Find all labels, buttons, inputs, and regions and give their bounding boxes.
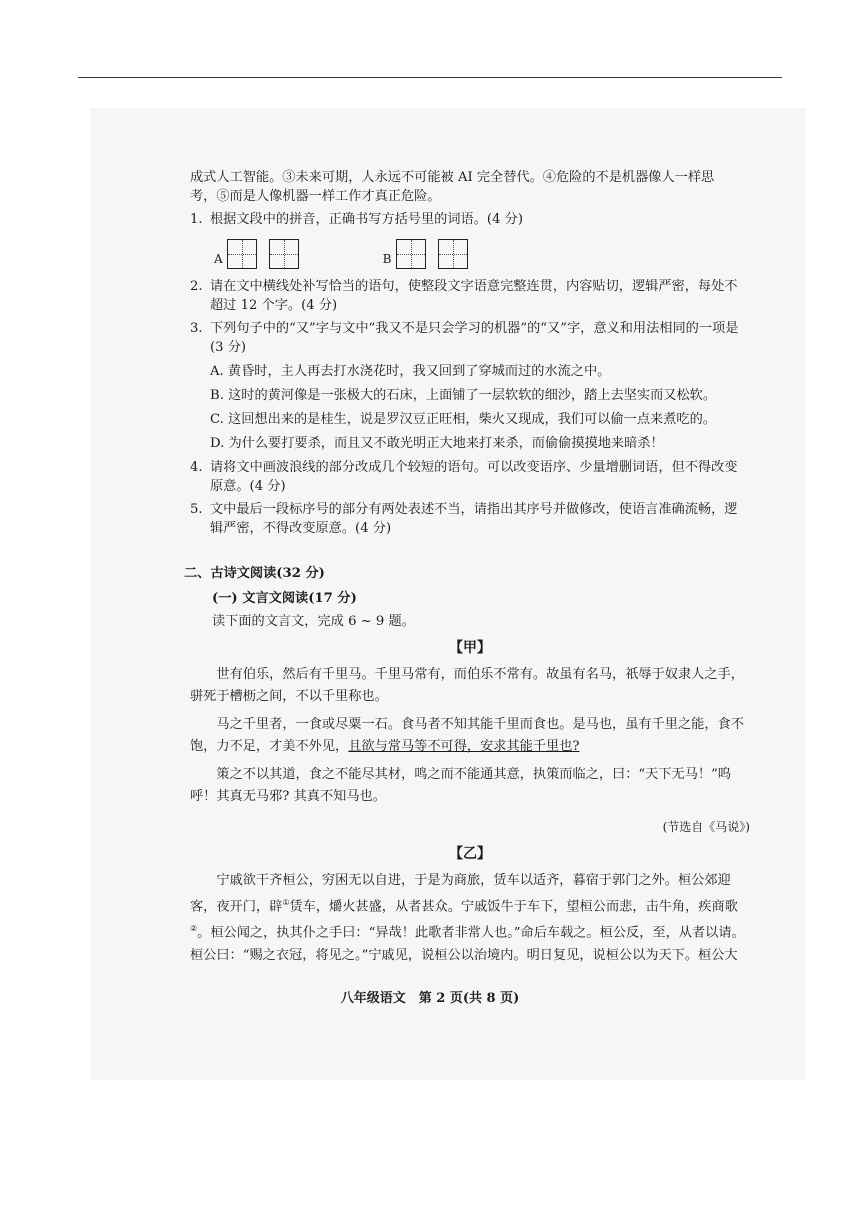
question-number: 5. [190, 502, 203, 517]
jia-paragraph-3: 策之不以其道，食之不能尽其材，鸣之而不能通其意，执策而临之，曰：“天下无马！”呜呼！其真无马邪? 其真不知马也。 [190, 767, 731, 804]
yi-text-a: 宁戚欲干齐桓公，穷困无以自进，于是为商旅，赁车以适齐，暮宿于郭门之外。桓公郊迎客，夜开门，辟 [190, 873, 731, 915]
question-text: 根据文段中的拼音，正确书写方括号里的词语。(4 分) [210, 212, 523, 227]
option-c: C. 这回想出来的是桂生，说是罗汉豆正旺相，柴火又现成，我们可以偷一点来煮吃的。 [210, 412, 716, 427]
question-5 [190, 500, 750, 538]
question-text: 请将文中画波浪线的部分改成几个较短的语句。可以改变语序、少量增删词语，但不得改变原意。(4 分) [210, 460, 738, 494]
intro-line-1: 成式人工智能。③未来可期，人永远不可能被 AI 完全替代。④危险的不是机器像人一样思 [190, 170, 715, 185]
box-label-a: A [214, 252, 223, 266]
option-a: A. 黄昏时，主人再去打水浇花时，我又回到了穿城而过的水流之中。 [210, 364, 611, 379]
jia-p2-underlined: 且欲与常马等不可得，安求其能千里也? [348, 739, 580, 754]
header-rule [78, 77, 782, 78]
question-3 [190, 319, 750, 357]
yi-paragraph-1 [190, 870, 750, 967]
footnote-marker-2: ② [190, 924, 198, 934]
jia-source: (节选自《马说》) [662, 820, 750, 834]
question-text: 下列句子中的“又”字与文中“我又不是只会学习的机器”的“又”字，意义和用法相同的一项是(3 分) [210, 321, 739, 355]
answer-box[interactable] [438, 239, 468, 269]
passage-yi-heading: 【乙】 [449, 846, 491, 862]
answer-boxes [214, 235, 750, 269]
yi-text-b: 赁车，爝火甚盛，从者甚众。宁戚饭牛于车下，望桓公而悲，击牛角，疾商歌 [289, 899, 738, 915]
question-text: 文中最后一段标序号的部分有两处表述不当，请指出其序号并做修改，使语言准确流畅，逻辑严密，不得改变原意。(4 分) [210, 502, 738, 536]
question-number: 1. [190, 212, 203, 227]
footnote-marker-1: ① [282, 898, 290, 907]
question-number: 3. [190, 321, 203, 336]
question-text: 请在文中横线处补写恰当的语句，使整段文字语意完整连贯，内容贴切，逻辑严密，每处不超过 12 个字。(4 分) [210, 279, 738, 313]
passage-jia-heading: 【甲】 [449, 640, 491, 656]
question-1 [190, 210, 750, 229]
box-group-b [383, 239, 480, 269]
question-2 [190, 277, 750, 315]
question-4 [190, 458, 750, 496]
box-group-a [214, 239, 311, 269]
page-footer: 八年级语文 第 2 页(共 8 页) [340, 991, 520, 1006]
q3-options [190, 362, 750, 453]
page-content [184, 168, 750, 973]
option-b: B. 这时的黄河像是一张极大的石床，上面铺了一层软软的细沙，踏上去坚实而又松软。 [210, 388, 717, 403]
question-number: 4. [190, 460, 203, 475]
box-label-b: B [382, 252, 392, 266]
section-title: 二、古诗文阅读(32 分) [184, 566, 325, 581]
instruction: 读下面的文言文，完成 6 ~ 9 题。 [212, 614, 415, 629]
option-d: D. 为什么要打要杀，而且又不敢光明正大地来打来杀，而偷偷摸摸地来暗杀！ [210, 436, 664, 451]
question-number: 2. [190, 279, 203, 294]
jia-p2-text: 马之千里者，一食或尽粟一石。食马者不知其能千里而食也。是马也，虽有千里之能，食不饱，力不足，才美不外见， [190, 717, 744, 754]
jia-paragraph-2 [190, 714, 750, 758]
answer-box[interactable] [269, 239, 299, 269]
jia-paragraph-1: 世有伯乐，然后有千里马。千里马常有，而伯乐不常有。故虽有名马，祇辱于奴隶人之手，骈死于槽枥之间，不以千里称也。 [190, 667, 744, 704]
intro-line-2: 考，⑤而是人像机器一样工作才真正危险。 [190, 189, 441, 204]
subsection-title: (一) 文言文阅读(17 分) [212, 591, 357, 606]
yi-text-c: 。桓公闻之，执其仆之手曰：“异哉！此歌者非常人也。”命后车载之。桓公反，至，从者以请。桓公曰：“赐之衣冠，将见之。”宁戚见，说桓公以治境内。明日复见，说桓公以为天下。桓公大 [190, 925, 745, 963]
answer-box[interactable] [396, 239, 426, 269]
answer-box[interactable] [227, 239, 257, 269]
